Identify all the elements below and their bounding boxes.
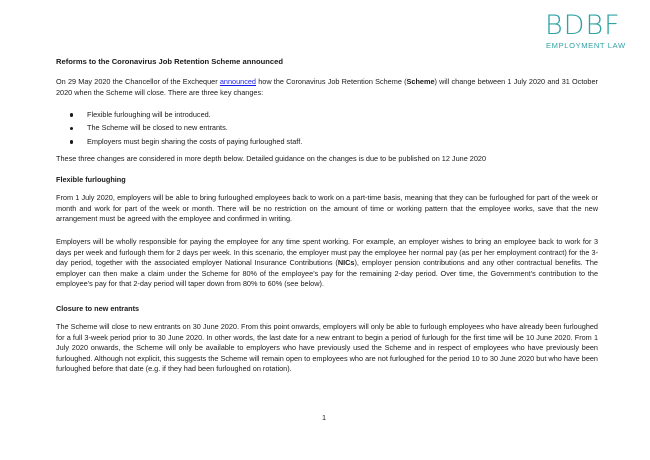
paragraph-text: The Scheme will close to new entrants on 30 June 2020. From this point onwards, employers will only be able to furlough employees who have already been furloughed for a full 3-week period prior to 30 June 2020. In other words, the last date for a new entrant to begin a period of furlough for the first time will be 10 June 2020. From 1 July 2020 onwards, the Scheme will only be available to employers who have previously used the Scheme and in respect of employees who have previously been furloughed. Although not explicit, this suggests the Scheme will remain open to employees who are not furloughed for the period 10 to 30 June 2020 but who have been furloughed before that date (e.g. if they had been furloughed on rotation). [56, 322, 598, 374]
key-changes-list [70, 110, 590, 150]
list-item [70, 110, 590, 123]
intro-text-3: ) will change between 1 July 2020 and 31 October 2020 when the Scheme will close. There are three key changes: [56, 77, 598, 97]
section-heading-closure: Closure to new entrants [56, 304, 140, 313]
logo-mark: BDBF [545, 10, 621, 41]
paragraph-bold-nics: NICs [337, 258, 355, 268]
summary-text: These three changes are considered in more depth below. Detailed guidance on the changes is due to be published on 12 June 2020 [56, 154, 487, 163]
intro-text-2: how the Coronavirus Job Retention Scheme ( [256, 77, 407, 86]
announced-link[interactable]: announced [219, 77, 256, 86]
summary-paragraph [56, 154, 598, 165]
list-item [70, 123, 590, 136]
list-item-text: Flexible furloughing will be introduced. [87, 110, 211, 119]
list-item-text: The Scheme will be closed to new entrants. [87, 123, 228, 133]
section-heading-flexible-furloughing: Flexible furloughing [56, 175, 126, 184]
bullet-icon [70, 127, 73, 130]
flexible-furloughing-paragraph-1 [56, 193, 598, 225]
list-item [70, 137, 590, 150]
flexible-furloughing-paragraph-2 [56, 237, 598, 290]
closure-paragraph [56, 322, 598, 375]
bullet-icon [70, 140, 73, 143]
list-item-text: Employers must begin sharing the costs of paying furloughed staff. [87, 136, 303, 146]
intro-bold-scheme: Scheme [406, 77, 435, 86]
intro-text-1: On 29 May 2020 the Chancellor of the Exchequer [56, 77, 220, 86]
paragraph-text-1: Employers will be wholly responsible for paying the employee for any time spent working. For example, an employer wishes to bring an employee back to work for 3 days per week and furlough them for 2 days per week. In this scenario, the employer must pay the employee her normal pay (as per her employment contract) for the 3-day period, together with the associated employer National Insurance Contributions ( [56, 237, 598, 268]
page-number: 1 [322, 413, 327, 422]
paragraph-text: From 1 July 2020, employers will be able to bring furloughed employees back to work on a part-time basis, meaning that they can be furloughed for part of the week or month and work for part of the week or month. There will be no restriction on the amount of time or working pattern that the employee works, save that the new arrangement must be agreed with the employee and confirmed in writing. [56, 193, 598, 224]
bullet-icon [70, 113, 73, 116]
paragraph-text-2: ), employer pension contributions and any other contractual benefits. The employer can then make a claim under the Scheme for 80% of the employee’s pay for the remaining 2-day period. Over time, the Government’s contribution to the employee’s pay for that 2-day period will taper down from 80% to 60% (see below). [56, 258, 598, 289]
document-title: Reforms to the Coronavirus Job Retention Scheme announced [56, 57, 284, 66]
intro-paragraph [56, 77, 598, 98]
bdbf-logo [545, 12, 635, 52]
logo-subtitle: EMPLOYMENT LAW [546, 41, 626, 50]
